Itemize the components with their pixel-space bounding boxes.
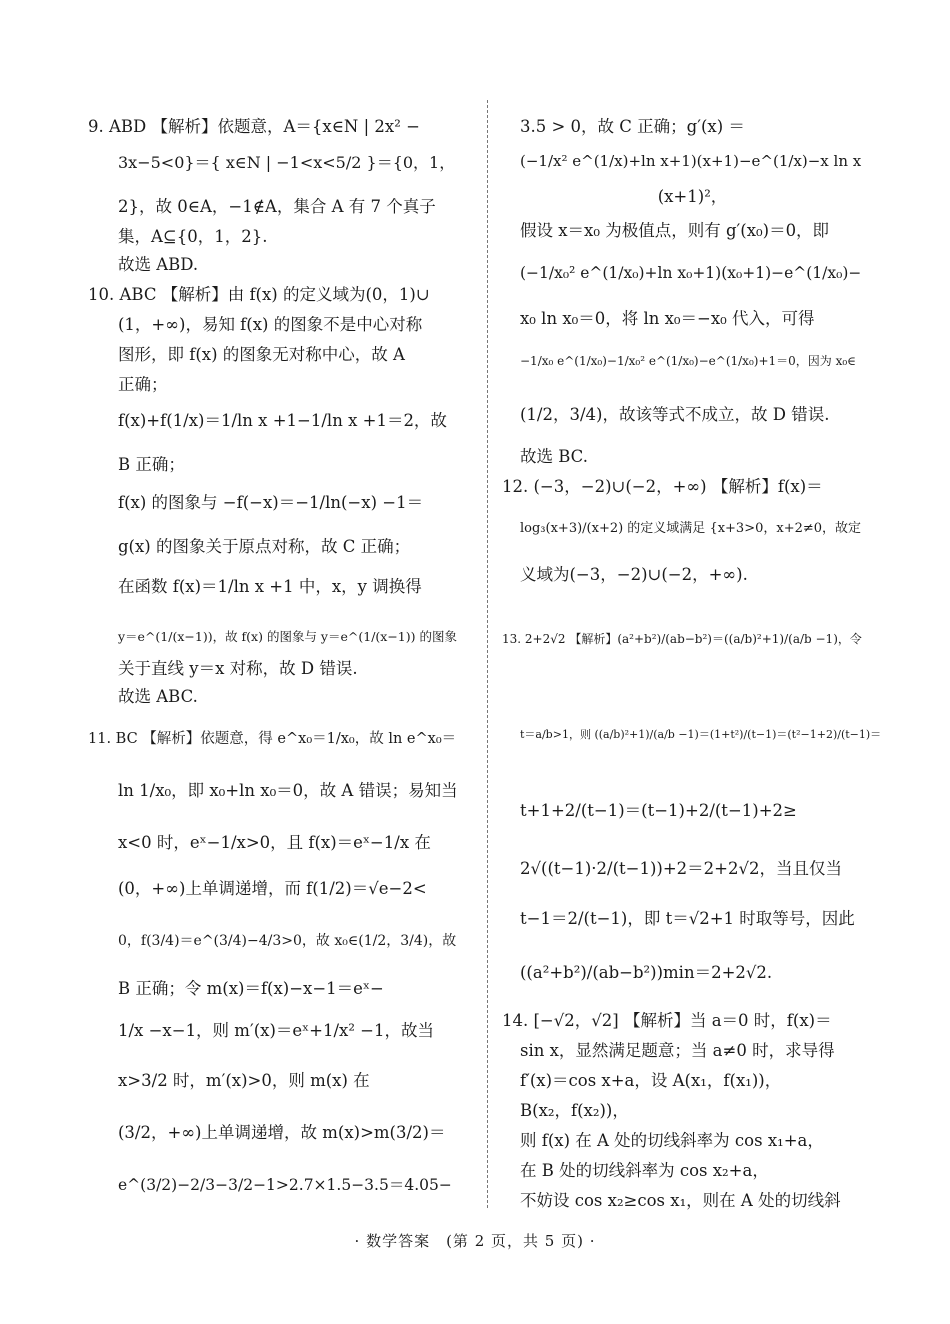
answer-10-line-5: f(x)+f(1/x)＝1/ln x +1−1/ln x +1＝2，故 bbox=[118, 411, 447, 430]
answer-14-line-2: sin x，显然满足题意；当 a≠0 时，求导得 bbox=[520, 1041, 835, 1060]
answer-10-line-2: (1，+∞)，易知 f(x) 的图象不是中心对称 bbox=[118, 315, 423, 334]
answer-9-line-3: 2}，故 0∈A，−1∉A，集合 A 有 7 个真子 bbox=[118, 197, 436, 216]
answer-14-line-3: f′(x)＝cos x+a，设 A(x₁，f(x₁))， bbox=[520, 1071, 782, 1090]
answer-13-line-5: t−1＝2/(t−1)，即 t＝√2+1 时取等号，因此 bbox=[520, 909, 855, 928]
answer-11-cont-line-7: (1/2，3/4)，故该等式不成立，故 D 错误. bbox=[520, 405, 830, 424]
answer-14-line-7: 不妨设 cos x₂≥cos x₁，则在 A 处的切线斜 bbox=[520, 1191, 841, 1210]
answer-10-line-11: 关于直线 y＝x 对称，故 D 错误. bbox=[118, 659, 358, 678]
answer-10-line-4: 正确； bbox=[118, 375, 168, 394]
answer-13-line-3: t+1+2/(t−1)＝(t−1)+2/(t−1)+2≥ bbox=[520, 801, 797, 820]
answer-11-cont-line-4: (−1/x₀² e^(1/x₀)+ln x₀+1)(x₀+1)−e^(1/x₀)− bbox=[520, 264, 862, 282]
answer-11-cont-line-5: x₀ ln x₀＝0，将 ln x₀＝−x₀ 代入，可得 bbox=[520, 309, 815, 328]
answer-11-cont-line-6: −1/x₀ e^(1/x₀)−1/x₀² e^(1/x₀)−e^(1/x₀)+1＝0，因为 x₀∈ bbox=[520, 354, 857, 368]
answer-10-line-1: 10. ABC 【解析】由 f(x) 的定义域为(0，1)∪ bbox=[88, 285, 430, 304]
answer-10-line-10: y＝e^(1/(x−1))，故 f(x) 的图象与 y＝e^(1/(x−1)) 的图象 bbox=[118, 629, 457, 644]
answer-12-line-1: 12. (−3，−2)∪(−2，+∞) 【解析】f(x)＝ bbox=[502, 477, 823, 496]
answer-11-cont-denominator: (x+1)²， bbox=[657, 187, 728, 206]
answer-14-line-4: B(x₂，f(x₂))， bbox=[520, 1101, 629, 1120]
answer-11-line-7: 1/x −x−1，则 m′(x)＝eˣ+1/x² −1，故当 bbox=[118, 1021, 435, 1040]
answer-11-line-5: 0，f(3/4)＝e^(3/4)−4/3>0，故 x₀∈(1/2，3/4)，故 bbox=[118, 933, 457, 949]
answer-9-line-4: 集，A⊆{0，1，2}. bbox=[118, 227, 268, 246]
column-divider bbox=[487, 100, 488, 1208]
answer-13-line-4: 2√((t−1)·2/(t−1))+2＝2+2√2，当且仅当 bbox=[520, 859, 842, 878]
answer-11-line-1: 11. BC 【解析】依题意，得 e^x₀＝1/x₀，故 ln e^x₀＝ bbox=[88, 731, 457, 747]
answer-10-choice: 故选 ABC. bbox=[118, 687, 198, 706]
answer-9-line-1: 9. ABD 【解析】依题意，A＝{x∈N | 2x² − bbox=[88, 117, 420, 136]
answer-13-line-2: t＝a/b>1，则 ((a/b)²+1)/(a/b −1)＝(1+t²)/(t−1)＝(t²−1+2)/(t−1)＝ bbox=[520, 728, 882, 741]
answer-9-choice: 故选 ABD. bbox=[118, 255, 199, 274]
answer-11-line-10: e^(3/2)−2/3−3/2−1>2.7×1.5−3.5＝4.05− bbox=[118, 1176, 452, 1194]
answer-14-line-5: 则 f(x) 在 A 处的切线斜率为 cos x₁+a， bbox=[520, 1131, 824, 1150]
page-footer: · 数学答案 (第 2 页，共 5 页) · bbox=[354, 1232, 596, 1250]
answer-11-choice: 故选 BC. bbox=[520, 447, 588, 466]
answer-10-line-7: f(x) 的图象与 −f(−x)＝−1/ln(−x) −1＝ bbox=[118, 493, 424, 512]
answer-13-line-6: ((a²+b²)/(ab−b²))min＝2+2√2. bbox=[520, 963, 773, 982]
answer-11-line-4: (0，+∞)上单调递增，而 f(1/2)＝√e−2< bbox=[118, 879, 427, 898]
answer-10-line-9: 在函数 f(x)＝1/ln x +1 中，x，y 调换得 bbox=[118, 577, 422, 596]
answer-11-line-9: (3/2，+∞)上单调递增，故 m(x)>m(3/2)＝ bbox=[118, 1123, 446, 1142]
answer-10-line-8: g(x) 的图象关于原点对称，故 C 正确； bbox=[118, 537, 411, 556]
answer-14-line-1: 14. [−√2，√2] 【解析】当 a＝0 时，f(x)＝ bbox=[502, 1011, 832, 1030]
answer-11-line-3: x<0 时，eˣ−1/x>0，且 f(x)＝eˣ−1/x 在 bbox=[118, 833, 431, 852]
answer-11-cont-line-1: 3.5 > 0，故 C 正确；g′(x) ＝ bbox=[520, 117, 745, 136]
answer-9-line-2: 3x−5<0}＝{ x∈N | −1<x<5/2 }＝{0，1， bbox=[118, 153, 456, 172]
answer-11-line-2: ln 1/x₀，即 x₀+ln x₀＝0，故 A 错误；易知当 bbox=[118, 781, 458, 800]
answer-13-line-1: 13. 2+2√2 【解析】(a²+b²)/(ab−b²)＝((a/b)²+1)/(a/b −1)，令 bbox=[502, 632, 862, 646]
answer-11-line-6: B 正确；令 m(x)＝f(x)−x−1＝eˣ− bbox=[118, 979, 384, 998]
answer-11-cont-numerator: (−1/x² e^(1/x)+ln x+1)(x+1)−e^(1/x)−x ln x bbox=[520, 152, 862, 170]
answer-12-line-3: 义域为(−3，−2)∪(−2，+∞). bbox=[520, 565, 748, 584]
answer-10-line-6: B 正确； bbox=[118, 455, 185, 474]
answer-11-line-8: x>3/2 时，m′(x)>0，则 m(x) 在 bbox=[118, 1071, 370, 1090]
answer-12-line-2: log₃(x+3)/(x+2) 的定义域满足 {x+3>0，x+2≠0，故定 bbox=[520, 521, 862, 536]
answer-11-cont-line-3: 假设 x＝x₀ 为极值点，则有 g′(x₀)＝0，即 bbox=[520, 221, 830, 240]
answer-10-line-3: 图形，即 f(x) 的图象无对称中心，故 A bbox=[118, 345, 405, 364]
answer-14-line-6: 在 B 处的切线斜率为 cos x₂+a， bbox=[520, 1161, 769, 1180]
